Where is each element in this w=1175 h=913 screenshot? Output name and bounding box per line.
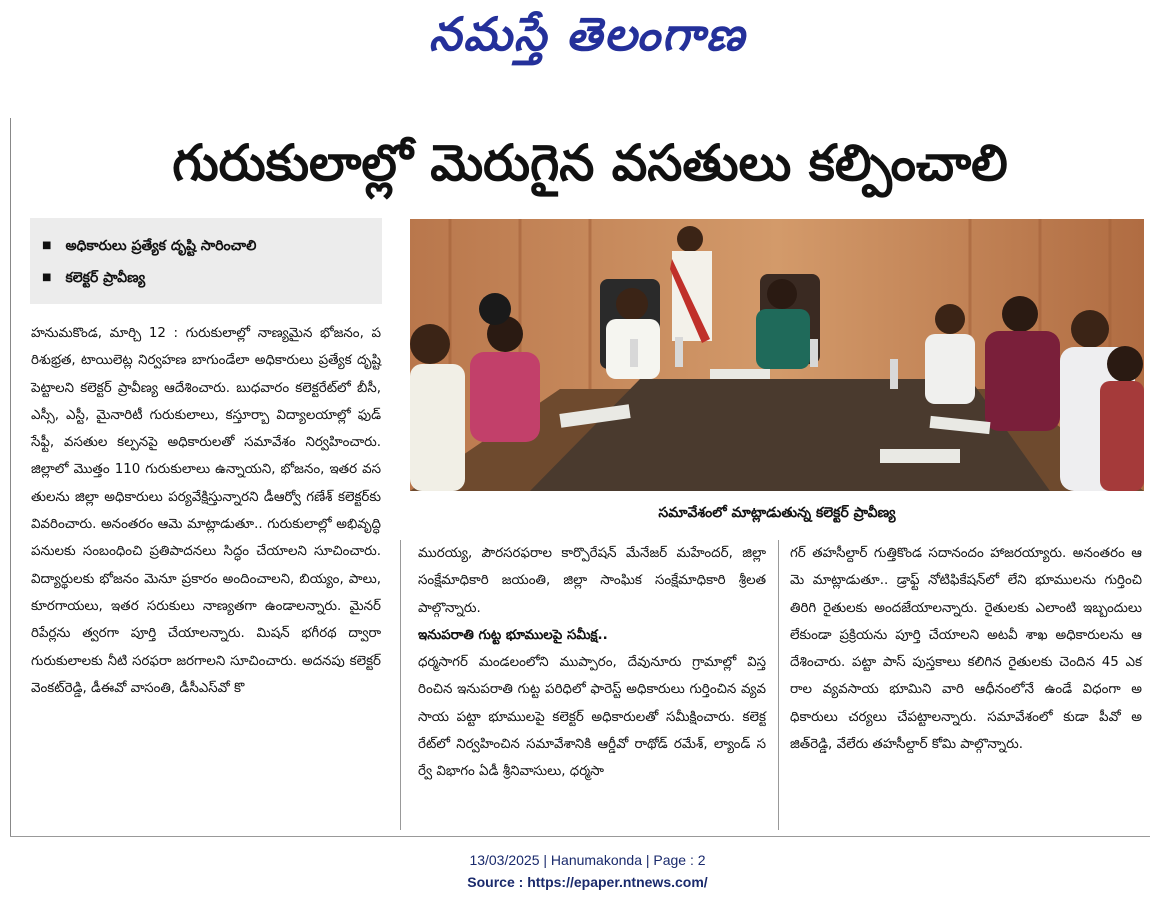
article-column-2 [418, 540, 766, 830]
highlight-item: ■ అధికారులు ప్రత్యేక దృష్టి సారించాలి [42, 230, 382, 262]
headline: గురుకులాల్లో మెరుగైన వసతులు కల్పించాలి [172, 133, 1008, 192]
highlights-box [30, 218, 382, 304]
masthead [0, 0, 1175, 80]
column-text: గర్ తహసీల్దార్ గుత్తికొండ సదానందం హాజరయ్యారు. అనంతరం ఆమె మాట్లాడుతూ.. డ్రాఫ్ట్ నోటిఫికేషన్‌లో లేని భూములను గుర్తించి తిరిగి రైతులకు అందజేయాలన్నారు. రైతులకు ఎలాంటి ఇబ్బందులు లేకుండా ప్రక్రియను పూర్తి చేయాలని అటవీ శాఖ అధికారులను ఆదేశించారు. పట్టా పాస్ పుస్తకాలు కలిగిన రైతులకు చెందిన 45 ఎకరాల వ్యవసాయ భూమిని వారి ఆధీనంలోనే ఉండే విధంగా అధికారులు చర్యలు చేపట్టాలన్నారు. సమావేశంలో కుడా పీవో అజిత్‌రెడ్డి, వేలేరు తహసీల్దార్ కోమి పాల్గొన్నారు. [790, 546, 1142, 753]
photo-caption: సమావేశంలో మాట్లాడుతున్న కలెక్టర్ ప్రావీణ్య [658, 504, 896, 521]
highlight-item: ■ కలెక్టర్ ప్రావీణ్య [42, 262, 382, 294]
footer-dateline: 13/03/2025 | Hanumakonda | Page : 2 [469, 852, 706, 868]
article-subheading: ఇనుపరాతి గుట్ట భూములపై సమీక్ష.. [418, 627, 608, 643]
masthead-title: నమస్తే తెలంగాణ [428, 7, 747, 61]
article-column-3 [790, 540, 1142, 830]
footer-source[interactable]: Source : https://epaper.ntnews.com/ [467, 874, 708, 890]
column-divider [400, 540, 401, 830]
meeting-photo [410, 219, 1144, 491]
column-text: మురయ్య, పౌరసరఫరాల కార్పొరేషన్ మేనేజర్ మహేందర్, జిల్లా సంక్షేమాధికారి జయంతి, జిల్లా సాంఘిక సంక్షేమాధికారి శ్రీలత పాల్గొన్నారు. [418, 546, 766, 616]
clip-border [10, 118, 11, 836]
article-column-1 [31, 320, 381, 828]
clip-bottom-border [10, 836, 1150, 837]
column-divider [778, 540, 779, 830]
column-text: హనుమకొండ, మార్చి 12 : గురుకులాల్లో నాణ్యమైన భోజనం, పరిశుభ్రత, టాయిలెట్ల నిర్వహణ బాగుండేలా అధికారులు ప్రత్యేక దృష్టి పెట్టాలని కలెక్టర్ ప్రావీణ్య ఆదేశించారు. బుధవారం కలెక్టరేట్‌లో బీసీ, ఎస్సీ, ఎస్టీ, మైనారిటీ గురుకులాలు, కస్తూర్బా విద్యాలయాల్లో ఫుడ్ సేఫ్టీ, వసతుల కల్పనపై అధికారులతో సమావేశం నిర్వహించారు. జిల్లాలో మొత్తం 110 గురుకులాలు ఉన్నాయని, భోజనం, ఇతర వసతులను జిల్లా అధికారులు పర్యవేక్షిస్తున్నారని డీఆర్వో గణేశ్ కలెక్టర్‌కు వివరించారు. అనంతరం ఆమె మాట్లాడుతూ.. గురుకులాల్లో అభివృద్ధి పనులకు సంబంధించి ప్రతిపాదనలు సిద్ధం చేయాలని సూచించారు. విద్యార్థులకు భోజనం మెనూ ప్రకారం అందించాలని, బియ్యం, పాలు, కూరగాయలు, ఇతర సరుకులు నాణ్యతగా ఉండాలన్నారు. మైనర్ రిపేర్లను త్వరగా పూర్తి చేయాలన్నారు. మిషన్ భగీరథ ద్వారా గురుకులాలకు నీటి సరఫరా జరగాలని సూచించారు. అదనపు కలెక్టర్ వెంకట్‌రెడ్డి, డీఈవో వాసంతి, డీసీఎస్‌వో కొ [31, 326, 381, 696]
meeting-photo-illustration [410, 219, 1144, 491]
column-text: ధర్మసాగర్ మండలంలోని ముప్పారం, దేవునూరు గ్రామాల్లో విస్తరించిన ఇనుపరాతి గుట్ట పరిధిలో ఫారెస్ట్ అధికారులు గుర్తించిన వ్యవసాయ పట్టా భూములపై కలెక్టర్ అధికారులతో సమీక్షించారు. కలెక్టరేట్‌లో నిర్వహించిన సమావేశానికి ఆర్డీవో రాథోడ్ రమేశ్, ల్యాండ్ సర్వే విభాగం ఏడీ శ్రీనివాసులు, ధర్మసా [418, 655, 766, 780]
